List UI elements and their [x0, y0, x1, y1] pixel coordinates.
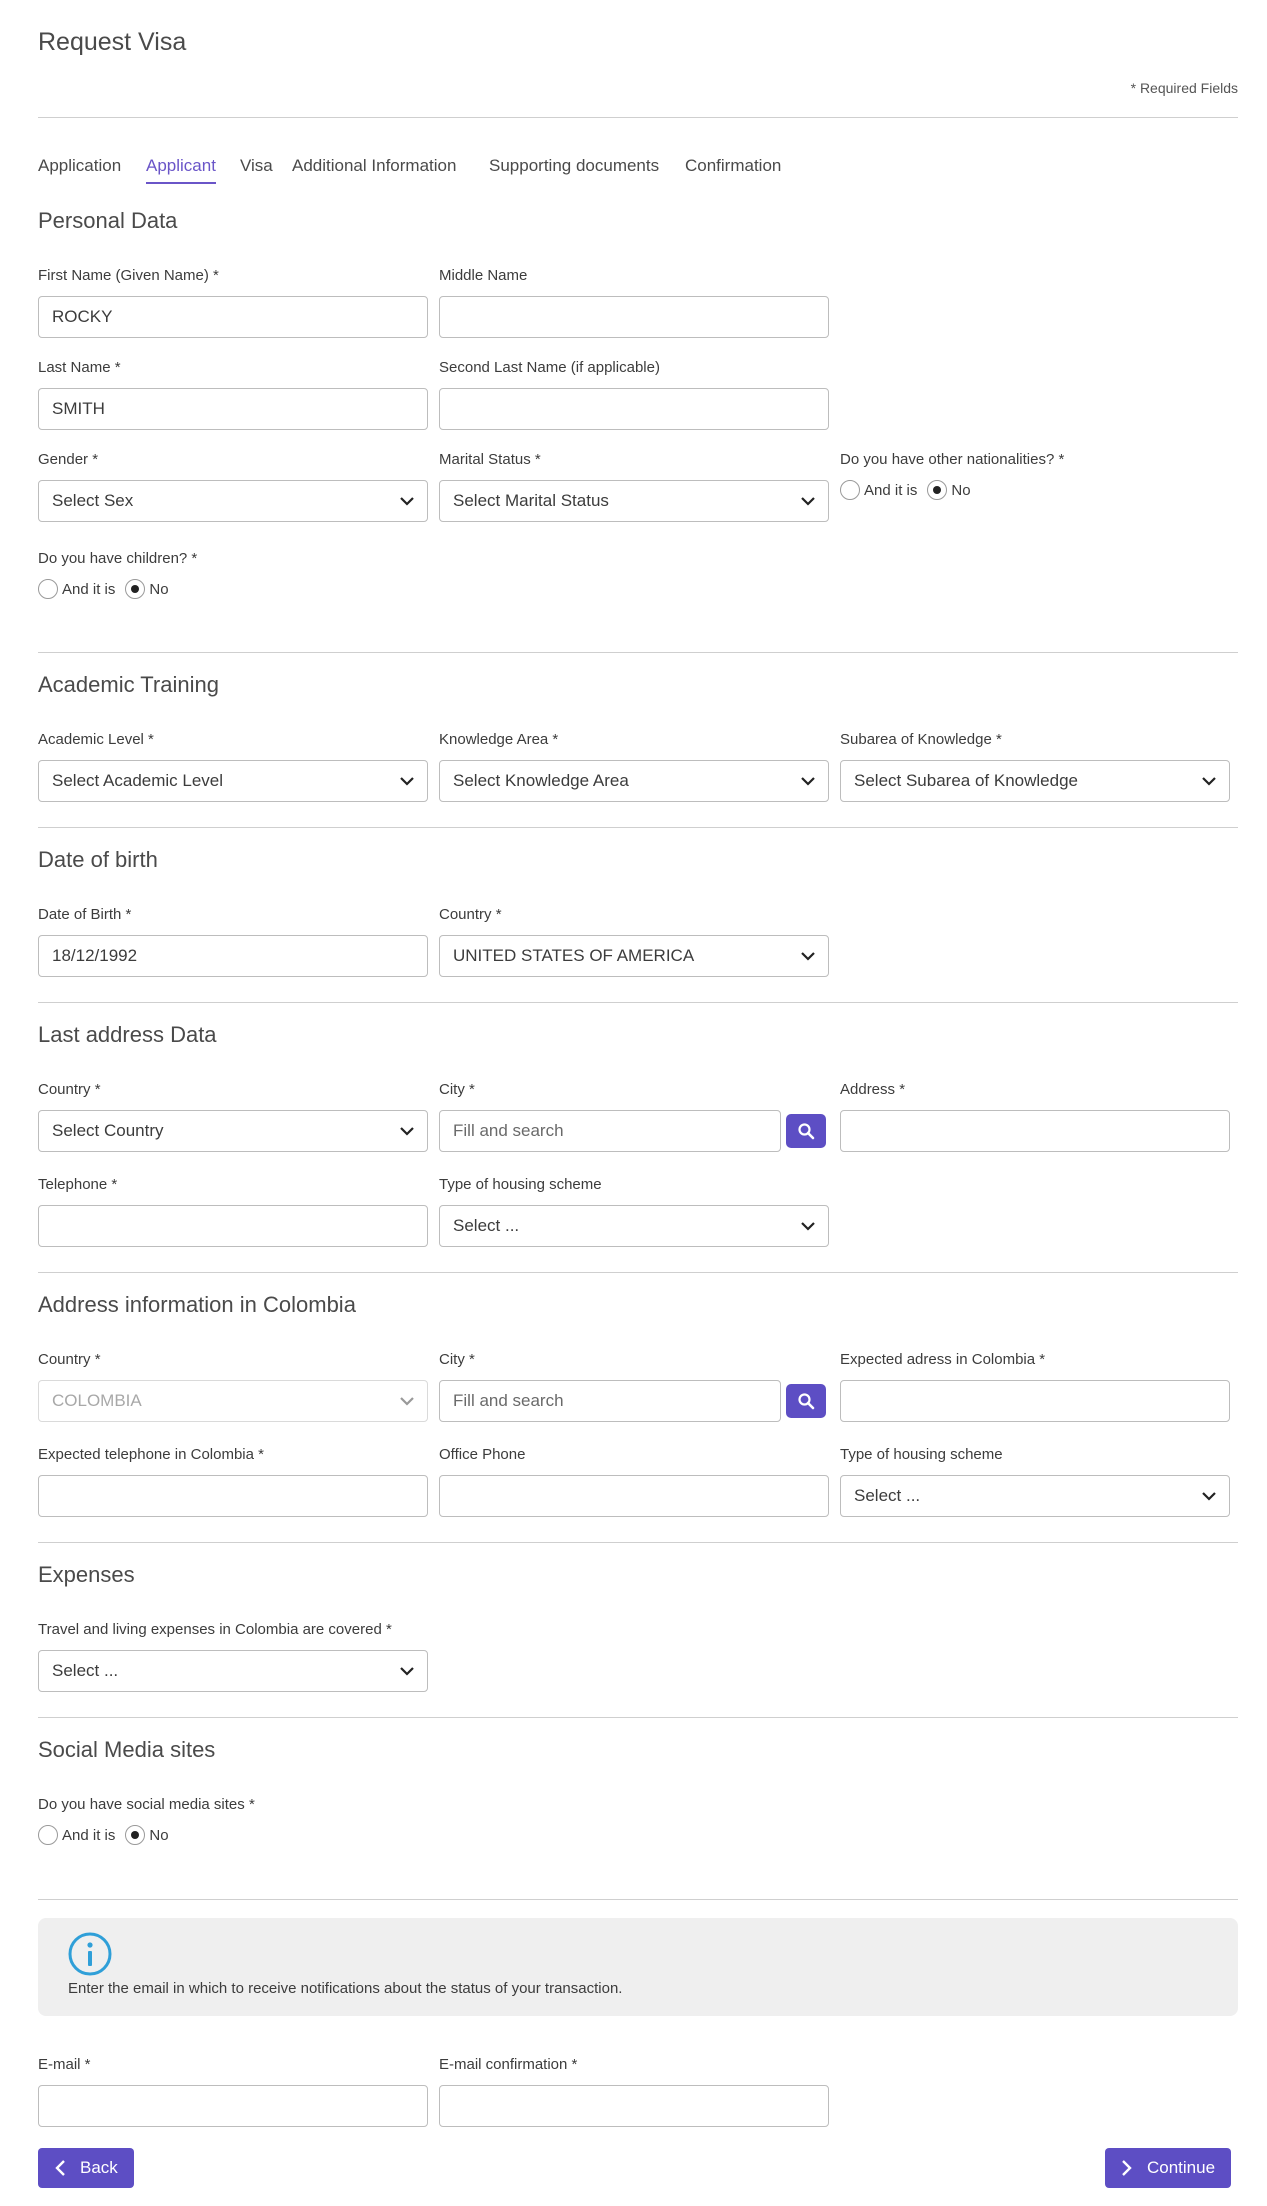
- marital-status-label: Marital Status *: [439, 451, 541, 468]
- nationalities-no-radio[interactable]: [927, 480, 947, 500]
- section-title-last-address: Last address Data: [38, 1022, 217, 1047]
- colombia-telephone-label: Expected telephone in Colombia *: [38, 1446, 264, 1463]
- nationalities-yes-radio[interactable]: [840, 480, 860, 500]
- social-media-radio-group: [38, 1825, 169, 1845]
- first-name-label: First Name (Given Name) *: [38, 267, 219, 284]
- office-phone-label: Office Phone: [439, 1446, 526, 1463]
- section-divider: [38, 827, 1238, 828]
- marital-status-select[interactable]: [439, 480, 829, 522]
- email-notice-box: [38, 1918, 1238, 2016]
- selected-dot: [131, 1831, 139, 1839]
- chevron-down-icon: [400, 1664, 414, 1678]
- back-button[interactable]: [38, 2148, 134, 2188]
- knowledge-area-select-value: Select Knowledge Area: [453, 771, 629, 790]
- selected-dot: [131, 585, 139, 593]
- last-address-address-input[interactable]: [840, 1110, 1230, 1152]
- tab-supporting-documents[interactable]: Supporting documents: [489, 156, 660, 175]
- last-name-input[interactable]: [38, 388, 428, 430]
- last-address-city-input[interactable]: [439, 1110, 781, 1152]
- header-divider: [38, 117, 1238, 118]
- email-input[interactable]: [38, 2085, 428, 2127]
- colombia-country-select-value: COLOMBIA: [52, 1391, 142, 1410]
- second-last-name-input[interactable]: [439, 388, 829, 430]
- colombia-housing-label: Type of housing scheme: [840, 1446, 1003, 1463]
- office-phone-input[interactable]: [439, 1475, 829, 1517]
- gender-select-value: Select Sex: [52, 491, 134, 510]
- last-address-country-select-value: Select Country: [52, 1121, 164, 1140]
- subarea-knowledge-label: Subarea of Knowledge *: [840, 731, 1002, 748]
- last-address-city-search-button[interactable]: [786, 1114, 826, 1148]
- academic-level-label: Academic Level *: [38, 731, 154, 748]
- subarea-knowledge-select[interactable]: [840, 760, 1230, 802]
- expenses-covered-label: Travel and living expenses in Colombia are covered *: [38, 1621, 392, 1638]
- date-of-birth-input[interactable]: [38, 935, 428, 977]
- birth-country-select[interactable]: [439, 935, 829, 977]
- chevron-left-icon: [54, 2159, 66, 2177]
- last-address-city-label: City *: [439, 1081, 475, 1098]
- colombia-address-input[interactable]: [840, 1380, 1230, 1422]
- chevron-down-icon: [801, 494, 815, 508]
- chevron-right-icon: [1121, 2159, 1133, 2177]
- expenses-covered-select[interactable]: [38, 1650, 428, 1692]
- email-label: E-mail *: [38, 2056, 91, 2073]
- academic-level-select-value: Select Academic Level: [52, 771, 224, 790]
- email-notice-text: Enter the email in which to receive notifications about the status of your transaction.: [68, 1980, 623, 1997]
- social-media-no-radio[interactable]: [125, 1825, 145, 1845]
- section-title-personal-data: Personal Data: [38, 208, 178, 233]
- tab-additional-information[interactable]: Additional Information: [292, 156, 457, 175]
- children-yes-label: And it is: [62, 580, 116, 598]
- expenses-covered-select-value: Select ...: [52, 1661, 119, 1680]
- middle-name-label: Middle Name: [439, 267, 528, 284]
- first-name-input[interactable]: [38, 296, 428, 338]
- colombia-address-label: Expected adress in Colombia *: [840, 1351, 1046, 1368]
- social-media-question-label: Do you have social media sites *: [38, 1796, 255, 1813]
- chevron-down-icon: [400, 494, 414, 508]
- chevron-down-icon: [400, 1124, 414, 1138]
- other-nationalities-label: Do you have other nationalities? *: [840, 451, 1065, 468]
- section-divider: [38, 1272, 1238, 1273]
- academic-level-select[interactable]: [38, 760, 428, 802]
- gender-select[interactable]: [38, 480, 428, 522]
- section-title-colombia-address: Address information in Colombia: [38, 1292, 356, 1317]
- nationalities-yes-label: And it is: [864, 481, 918, 499]
- section-divider: [38, 1717, 1238, 1718]
- colombia-city-input[interactable]: [439, 1380, 781, 1422]
- children-no-radio[interactable]: [125, 579, 145, 599]
- last-address-housing-label: Type of housing scheme: [439, 1176, 602, 1193]
- colombia-country-label: Country *: [38, 1351, 101, 1368]
- section-title-date-of-birth: Date of birth: [38, 847, 158, 872]
- search-icon: [797, 1122, 815, 1140]
- colombia-country-select: [38, 1380, 428, 1422]
- section-divider: [38, 1542, 1238, 1543]
- section-title-social-media: Social Media sites: [38, 1737, 216, 1762]
- last-address-telephone-input[interactable]: [38, 1205, 428, 1247]
- chevron-down-icon: [400, 1394, 414, 1408]
- date-of-birth-label: Date of Birth *: [38, 906, 132, 923]
- knowledge-area-select[interactable]: [439, 760, 829, 802]
- colombia-telephone-input[interactable]: [38, 1475, 428, 1517]
- chevron-down-icon: [801, 949, 815, 963]
- subarea-knowledge-select-value: Select Subarea of Knowledge: [854, 771, 1078, 790]
- colombia-city-search-button[interactable]: [786, 1384, 826, 1418]
- tab-confirmation[interactable]: Confirmation: [685, 156, 782, 175]
- chevron-down-icon: [1202, 774, 1216, 788]
- last-address-telephone-label: Telephone *: [38, 1176, 118, 1193]
- last-address-housing-select[interactable]: [439, 1205, 829, 1247]
- last-address-country-label: Country *: [38, 1081, 101, 1098]
- selected-dot: [933, 486, 941, 494]
- tab-visa[interactable]: Visa: [240, 156, 273, 175]
- birth-country-label: Country *: [439, 906, 502, 923]
- last-address-country-select[interactable]: [38, 1110, 428, 1152]
- gender-label: Gender *: [38, 451, 99, 468]
- colombia-city-label: City *: [439, 1351, 475, 1368]
- colombia-housing-select-value: Select ...: [854, 1486, 921, 1505]
- middle-name-input[interactable]: [439, 296, 829, 338]
- last-name-label: Last Name *: [38, 359, 121, 376]
- page-title: Request Visa: [38, 28, 187, 56]
- section-title-expenses: Expenses: [38, 1562, 135, 1587]
- knowledge-area-label: Knowledge Area *: [439, 731, 559, 748]
- other-nationalities-radio-group: [840, 480, 971, 500]
- children-label: Do you have children? *: [38, 550, 198, 567]
- section-divider: [38, 1899, 1238, 1900]
- social-media-no-label: No: [149, 1826, 169, 1844]
- tab-applicant[interactable]: Applicant: [146, 156, 216, 184]
- social-media-yes-label: And it is: [62, 1826, 116, 1844]
- tab-application[interactable]: Application: [38, 156, 122, 175]
- second-last-name-label: Second Last Name (if applicable): [439, 359, 660, 376]
- chevron-down-icon: [801, 1219, 815, 1233]
- section-divider: [38, 1002, 1238, 1003]
- search-icon: [797, 1392, 815, 1410]
- colombia-housing-select[interactable]: [840, 1475, 1230, 1517]
- section-title-academic-training: Academic Training: [38, 672, 219, 697]
- marital-status-select-value: Select Marital Status: [453, 491, 609, 510]
- children-no-label: No: [149, 580, 169, 598]
- last-address-address-label: Address *: [840, 1081, 906, 1098]
- nationalities-no-label: No: [951, 481, 971, 499]
- birth-country-select-value: UNITED STATES OF AMERICA: [453, 946, 695, 965]
- info-icon: [68, 1932, 112, 1976]
- section-divider: [38, 652, 1238, 653]
- email-confirmation-input[interactable]: [439, 2085, 829, 2127]
- last-address-housing-select-value: Select ...: [453, 1216, 520, 1235]
- back-button-label: Back: [80, 2158, 118, 2177]
- children-yes-radio[interactable]: [38, 579, 58, 599]
- required-fields-note: * Required Fields: [1130, 80, 1238, 96]
- children-radio-group: [38, 579, 169, 599]
- chevron-down-icon: [801, 774, 815, 788]
- continue-button[interactable]: [1105, 2148, 1231, 2188]
- chevron-down-icon: [400, 774, 414, 788]
- social-media-yes-radio[interactable]: [38, 1825, 58, 1845]
- continue-button-label: Continue: [1147, 2158, 1216, 2177]
- email-confirmation-label: E-mail confirmation *: [439, 2056, 578, 2073]
- chevron-down-icon: [1202, 1489, 1216, 1503]
